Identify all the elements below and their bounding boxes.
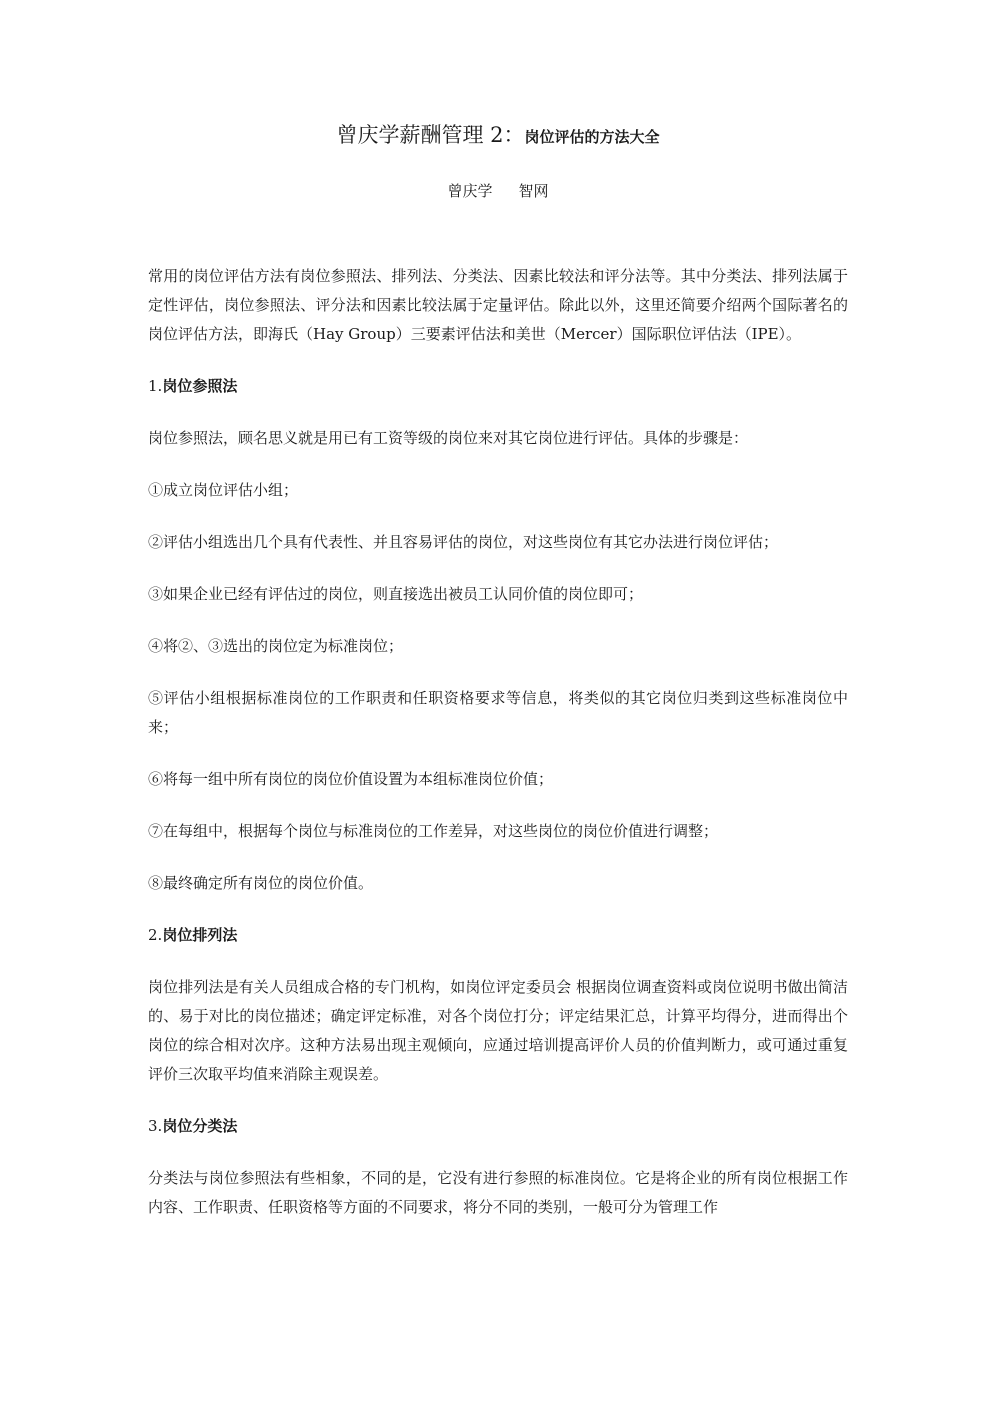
- byline: [148, 180, 848, 202]
- section-title: 岗位排列法: [162, 926, 238, 944]
- section-title: 岗位参照法: [162, 377, 238, 395]
- step-item: ①成立岗位评估小组；: [148, 481, 299, 499]
- document-title: [148, 118, 848, 154]
- step-item: ②评估小组选出几个具有代表性、并且容易评估的岗位，对这些岗位有其它办法进行岗位评估；: [148, 533, 779, 551]
- step-item: ③如果企业已经有评估过的岗位，则直接选出被员工认同价值的岗位即可；: [148, 585, 644, 603]
- step-item: ⑦在每组中，根据每个岗位与标准岗位的工作差异，对这些岗位的岗位价值进行调整；: [148, 822, 719, 840]
- section-number: 1.: [148, 377, 163, 395]
- section-number: 3.: [148, 1117, 163, 1135]
- step-item: ⑧最终确定所有岗位的岗位价值。: [148, 874, 374, 892]
- title-main: 曾庆学薪酬管理 2：: [336, 123, 525, 147]
- source-name: 智网: [518, 182, 549, 200]
- section-paragraph: 岗位参照法，顾名思义就是用已有工资等级的岗位来对其它岗位进行评估。具体的步骤是：: [148, 429, 749, 447]
- intro-paragraph: 常用的岗位评估方法有岗位参照法、排列法、分类法、因素比较法和评分法等。其中分类法、排列法属于定性评估，岗位参照法、评分法和因素比较法属于定量评估。除此以外，这里还简要介绍两个国际著名的岗位评估方法，即海氏（Hay Group）三要素评估法和美世（Mercer）国际职位评估法（IPE）。: [148, 267, 848, 343]
- section-title: 岗位分类法: [162, 1117, 238, 1135]
- author-name: 曾庆学: [447, 182, 493, 200]
- section-number: 2.: [148, 926, 163, 944]
- step-item: ⑥将每一组中所有岗位的岗位价值设置为本组标准岗位价值；: [148, 770, 554, 788]
- title-subtitle: 岗位评估的方法大全: [524, 128, 660, 146]
- document-page: [148, 118, 848, 1222]
- section-heading-2: [148, 921, 848, 950]
- section-heading-3: [148, 1112, 848, 1141]
- section-paragraph: 岗位排列法是有关人员组成合格的专门机构，如岗位评定委员会 根据岗位调查资料或岗位说明书做出简洁的、易于对比的岗位描述；确定评定标准，对各个岗位打分；评定结果汇总，计算平均得分，进而得出个岗位的综合相对次序。这种方法易出现主观倾向，应通过培训提高评价人员的价值判断力，或可通过重复评价三次取平均值来消除主观误差。: [148, 978, 848, 1083]
- section-heading-1: [148, 372, 848, 401]
- step-item: ⑤评估小组根据标准岗位的工作职责和任职资格要求等信息，将类似的其它岗位归类到这些标准岗位中来；: [148, 689, 848, 736]
- section-paragraph: 分类法与岗位参照法有些相象，不同的是，它没有进行参照的标准岗位。它是将企业的所有岗位根据工作内容、工作职责、任职资格等方面的不同要求，将分不同的类别，一般可分为管理工作: [148, 1169, 848, 1216]
- step-item: ④将②、③选出的岗位定为标准岗位；: [148, 637, 404, 655]
